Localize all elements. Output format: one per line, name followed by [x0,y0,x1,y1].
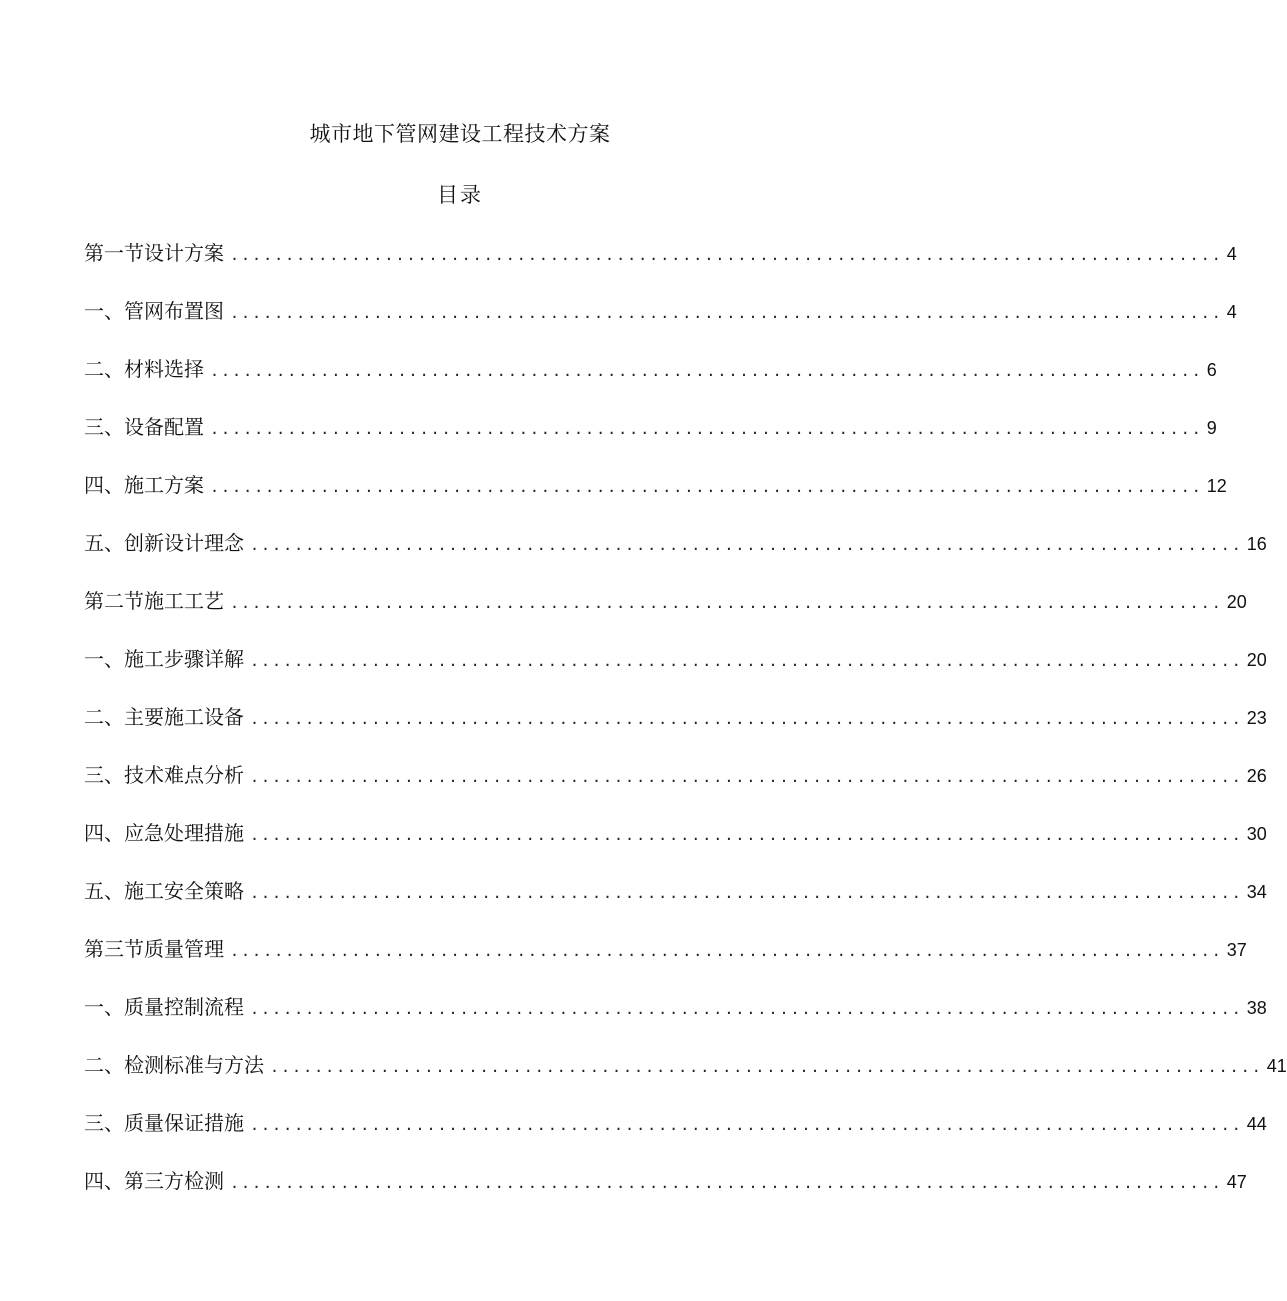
toc-dot-leader: .......................................................................................... [210,420,1203,438]
toc-entry[interactable] [84,295,1237,353]
toc-entry-label: 三、设备配置 [84,415,204,439]
toc-dot-leader: .......................................................................................... [250,1116,1243,1134]
toc-entry-page: 6 [1206,360,1217,380]
toc-entry-page: 4 [1226,244,1237,264]
toc-dot-leader: .......................................................................................... [250,652,1243,670]
toc-entry-label: 二、材料选择 [84,357,204,381]
toc-entry-page: 37 [1226,940,1247,960]
toc-entry[interactable] [84,411,1217,469]
toc-entry[interactable] [84,991,1267,1049]
toc-entry[interactable] [84,759,1267,817]
toc-entry[interactable] [84,469,1227,527]
toc-entry[interactable] [84,1165,1247,1223]
toc-entry[interactable] [84,701,1267,759]
toc-entry-label: 一、管网布置图 [84,299,224,323]
toc-entry[interactable] [84,1049,1287,1107]
toc-entry-page: 20 [1226,592,1247,612]
toc-dot-leader: .......................................................................................... [250,1000,1243,1018]
toc-entry-label: 一、质量控制流程 [84,995,244,1019]
toc-entry-label: 四、第三方检测 [84,1169,224,1193]
toc-entry[interactable] [84,585,1247,643]
toc-entry-page: 44 [1246,1114,1267,1134]
toc-entry-page: 4 [1226,302,1237,322]
toc-entry-page: 38 [1246,998,1267,1018]
toc-dot-leader: .......................................................................................... [210,478,1203,496]
toc-entry-label: 三、质量保证措施 [84,1111,244,1135]
toc-entry-page: 9 [1206,418,1217,438]
toc-entry[interactable] [84,817,1267,875]
toc-dot-leader: .......................................................................................... [230,942,1223,960]
toc-entry-page: 16 [1246,534,1267,554]
toc-dot-leader: .......................................................................................... [230,246,1223,264]
toc-entry-page: 41 [1266,1056,1287,1076]
toc-dot-leader: .......................................................................................... [230,304,1223,322]
toc-dot-leader: .......................................................................................... [250,768,1243,786]
toc-dot-leader: .......................................................................................... [230,594,1223,612]
toc-dot-leader: .......................................................................................... [250,710,1243,728]
toc-entry-page: 34 [1246,882,1267,902]
toc-dot-leader: .......................................................................................... [250,884,1243,902]
toc-entry[interactable] [84,237,1237,295]
toc-entry-label: 第二节施工工艺 [84,589,224,613]
document-title: 城市地下管网建设工程技术方案 [309,122,611,146]
toc-entry-label: 二、主要施工设备 [84,705,244,729]
toc-entry-label: 四、施工方案 [84,473,204,497]
toc-dot-leader: .......................................................................................... [230,1174,1223,1192]
toc-entry[interactable] [84,1107,1267,1165]
toc-entry-label: 第一节设计方案 [84,241,224,265]
toc-entry-page: 20 [1246,650,1267,670]
toc-dot-leader: .......................................................................................... [250,536,1243,554]
toc-entry[interactable] [84,933,1247,991]
toc-entry-label: 五、创新设计理念 [84,531,244,555]
toc-entry-page: 47 [1226,1172,1247,1192]
toc-entry[interactable] [84,875,1267,933]
toc-dot-leader: .......................................................................................... [250,826,1243,844]
toc-entry[interactable] [84,527,1267,585]
toc-entry-label: 五、施工安全策略 [84,879,244,903]
toc-entry-label: 二、检测标准与方法 [84,1053,264,1077]
toc-heading: 目录 [437,183,483,207]
toc-entry-page: 23 [1246,708,1267,728]
toc-entry-label: 三、技术难点分析 [84,763,244,787]
toc-entry-page: 30 [1246,824,1267,844]
table-of-contents [84,237,1287,1223]
toc-entry-page: 26 [1246,766,1267,786]
toc-dot-leader: .......................................................................................... [210,362,1203,380]
toc-entry[interactable] [84,643,1267,701]
toc-entry-label: 第三节质量管理 [84,937,224,961]
toc-entry-label: 四、应急处理措施 [84,821,244,845]
toc-entry-label: 一、施工步骤详解 [84,647,244,671]
toc-dot-leader: .......................................................................................... [270,1058,1263,1076]
toc-entry-page: 12 [1206,476,1227,496]
toc-entry[interactable] [84,353,1217,411]
